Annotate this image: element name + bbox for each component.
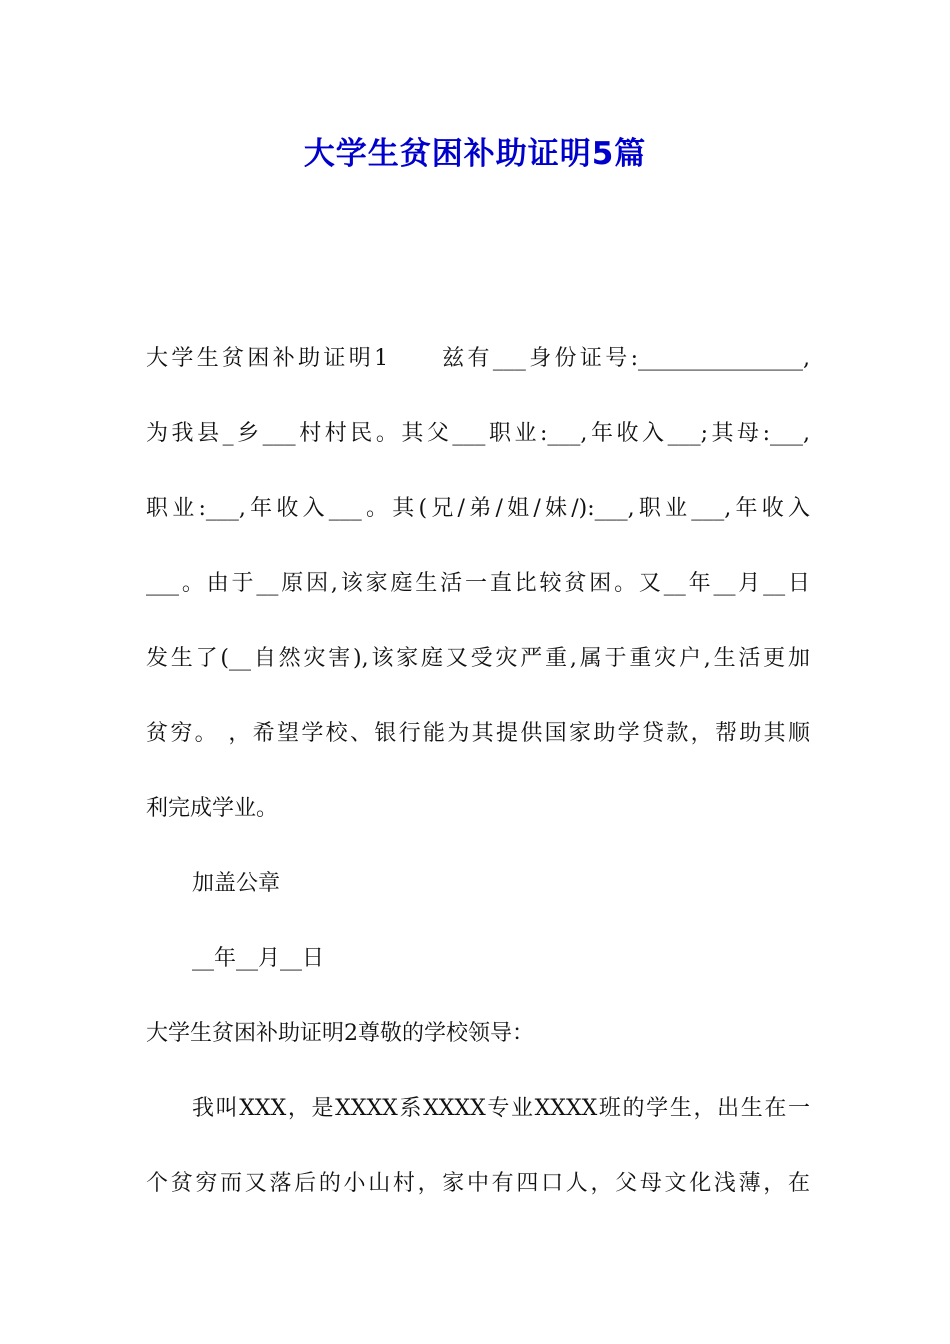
text-line: 职业:___,年收入___。其(兄/弟/姐/妹/):___,职业___,年收入 [146,496,810,521]
document-title: 大学生贫困补助证明5篇 [303,136,647,172]
section-heading: 大学生贫困补助证明2尊敬的学校领导： [146,1021,534,1046]
date-line: __年__月__日 [192,946,325,971]
seal-label: 加盖公章 [192,871,281,896]
text-line: 我叫XXX，是XXXX系XXXX专业XXXX班的学生，出生在一 [192,1096,810,1121]
text-line: 利完成学业。 [146,796,279,821]
text-line: 个贫穷而又落后的小山村，家中有四口人，父母文化浅薄，在 [146,1171,810,1196]
text-line: ___。由于__原因,该家庭生活一直比较贫困。又__年__月__日 [146,571,810,596]
text-line: 发生了(__自然灾害),该家庭又受灾严重,属于重灾户,生活更加 [146,646,810,671]
document-body [146,338,810,1238]
text-line: 大学生贫困补助证明1 兹有___身份证号:_______________, [146,346,810,371]
text-line: 贫穷。 ，希望学校、银行能为其提供国家助学贷款，帮助其顺 [146,721,810,746]
text-line: 为我县_乡___村村民。其父___职业:___,年收入___;其母:___, [146,421,810,446]
